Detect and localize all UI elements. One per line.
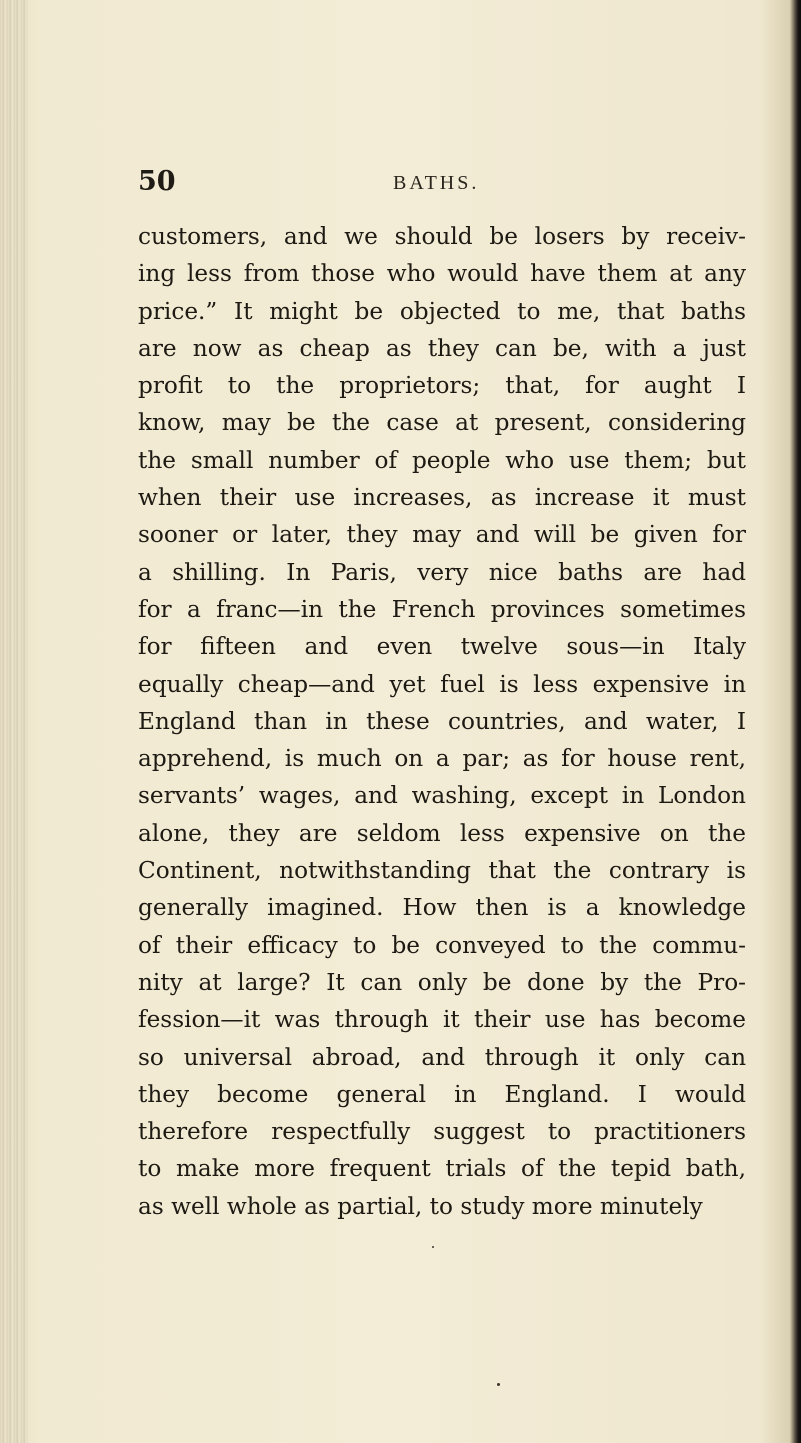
text-line: fession—it was through it their use has become <box>138 1006 746 1034</box>
text-line: ing less from those who would have them at any <box>138 260 746 288</box>
text-line: price.” It might be objected to me, that baths <box>138 297 746 325</box>
body-text <box>138 218 746 1225</box>
text-line: therefore respectfully suggest to practitioners <box>138 1118 746 1146</box>
text-line: for fifteen and even twelve sous—in Italy <box>138 633 746 661</box>
text-line: know, may be the case at present, considering <box>138 409 746 437</box>
text-line: when their use increases, as increase it must <box>138 484 746 512</box>
text-line: are now as cheap as they can be, with a just <box>138 334 746 362</box>
page-header <box>138 166 698 198</box>
text-line: as well whole as partial, to study more minutely <box>138 1192 703 1220</box>
text-line: to make more frequent trials of the tepid bath, <box>138 1155 746 1183</box>
text-line: sooner or later, they may and will be given for <box>138 521 746 549</box>
page-number: 50 <box>138 166 176 197</box>
text-line: of their efficacy to be conveyed to the commu- <box>138 931 746 959</box>
page-edge-shadow <box>791 0 801 1443</box>
text-line: generally imagined. How then is a knowledge <box>138 894 746 922</box>
text-line: a shilling. In Paris, very nice baths are had <box>138 558 746 586</box>
text-line: nity at large? It can only be done by the Pro- <box>138 968 746 996</box>
text-line: England than in these countries, and water, I <box>138 707 746 735</box>
text-line: equally cheap—and yet fuel is less expensive in <box>138 670 746 698</box>
text-line: servants’ wages, and washing, except in London <box>138 782 746 810</box>
text-line: for a franc—in the French provinces sometimes <box>138 595 746 623</box>
running-head: BATHS. <box>393 172 480 194</box>
text-line: so universal abroad, and through it only can <box>138 1043 746 1071</box>
text-line: apprehend, is much on a par; as for house rent, <box>138 745 746 773</box>
text-line: the small number of people who use them; but <box>138 446 746 474</box>
text-line: alone, they are seldom less expensive on the <box>138 819 746 847</box>
text-line: customers, and we should be losers by receiv- <box>138 223 746 250</box>
page-gutter <box>0 0 28 1443</box>
text-line: they become general in England. I would <box>138 1080 746 1108</box>
paper-speck <box>432 1246 434 1248</box>
text-line: Continent, notwithstanding that the contrary is <box>138 857 746 885</box>
text-line: profit to the proprietors; that, for aught I <box>138 372 746 400</box>
paper-speck <box>497 1383 500 1386</box>
